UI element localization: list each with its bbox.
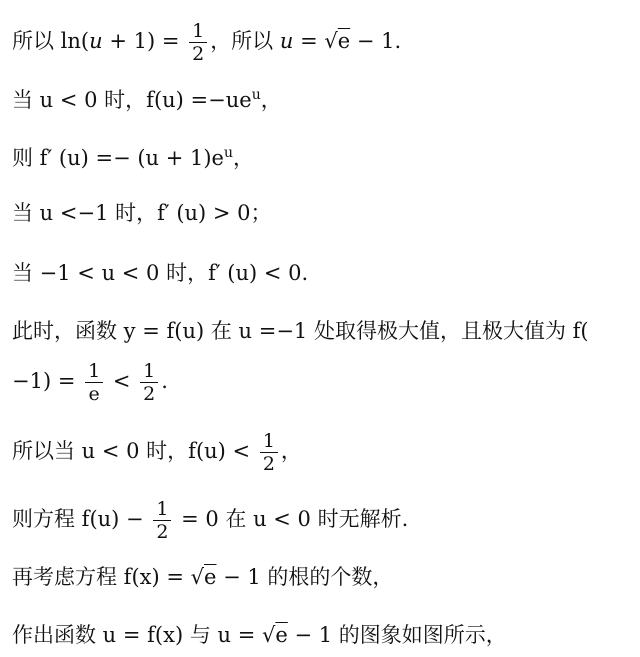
text-segment: 当 u < 0 时，f(u) =−ue (12, 88, 252, 112)
math-variable: u (279, 29, 294, 53)
text-segment: 作出函数 u = f(x) 与 u = √ (12, 623, 276, 647)
text-segment: 当 −1 < u < 0 时，f′ (u) < 0. (12, 261, 309, 285)
fraction (153, 498, 171, 543)
text-segment: − 1 的根的个数， (216, 565, 394, 589)
fraction-denominator: 2 (156, 521, 169, 543)
fraction (189, 20, 207, 65)
text-segment: 所以 ln( (12, 29, 90, 53)
text-segment: ， (280, 439, 302, 463)
text-segment: = √ (293, 29, 338, 53)
solution-line-11 (12, 620, 632, 650)
solution-line-4 (12, 198, 632, 228)
text-segment: ， (260, 88, 282, 112)
solution-line-5 (12, 258, 632, 288)
text-segment: 再考虑方程 f(x) = √ (12, 565, 205, 589)
superscript: u (251, 87, 261, 103)
text-segment: 此时，函数 y = f(u) 在 u =−1 处取得极大值，且极大值为 f( (12, 319, 589, 343)
text-segment: < (106, 369, 138, 393)
text-segment: = 0 在 u < 0 时无解析. (174, 507, 409, 531)
fraction-numerator: 1 (260, 430, 278, 453)
solution-line-2 (12, 80, 632, 115)
fraction-denominator: 2 (143, 383, 156, 405)
fraction-denominator: e (88, 383, 100, 405)
math-variable: u (89, 29, 103, 53)
fraction (260, 430, 278, 475)
text-segment: − 1 的图象如图所示， (287, 623, 507, 647)
fraction-numerator: 1 (85, 360, 103, 383)
sqrt-radicand: e (275, 623, 288, 647)
solution-line-8 (12, 430, 632, 475)
sqrt-radicand: e (204, 565, 217, 589)
text-segment: 当 u <−1 时，f′ (u) > 0； (12, 201, 272, 225)
text-segment: 则方程 f(u) − (12, 507, 151, 531)
text-segment: 所以当 u < 0 时，f(u) < (12, 439, 257, 463)
text-segment: . (161, 369, 168, 393)
fraction-numerator: 1 (140, 360, 158, 383)
text-segment: ，所以 (210, 29, 280, 53)
text-segment: + 1) = (102, 29, 187, 53)
fraction (140, 360, 158, 405)
sqrt-radicand: e (337, 29, 351, 53)
solution-line-7 (12, 360, 632, 405)
fraction-numerator: 1 (189, 20, 207, 43)
solution-line-3 (12, 138, 632, 173)
solution-line-9 (12, 498, 632, 543)
text-segment: − 1. (350, 29, 402, 53)
fraction-denominator: 2 (262, 453, 275, 475)
fraction (85, 360, 103, 405)
solution-line-1 (12, 20, 632, 65)
text-segment: −1) = (12, 369, 83, 393)
solution-line-10 (12, 562, 632, 592)
text-segment: 则 f′ (u) =− (u + 1)e (12, 146, 224, 170)
text-segment: ， (233, 146, 255, 170)
fraction-denominator: 2 (192, 43, 205, 65)
fraction-numerator: 1 (153, 498, 171, 521)
superscript: u (224, 145, 234, 161)
solution-line-6 (12, 316, 632, 346)
